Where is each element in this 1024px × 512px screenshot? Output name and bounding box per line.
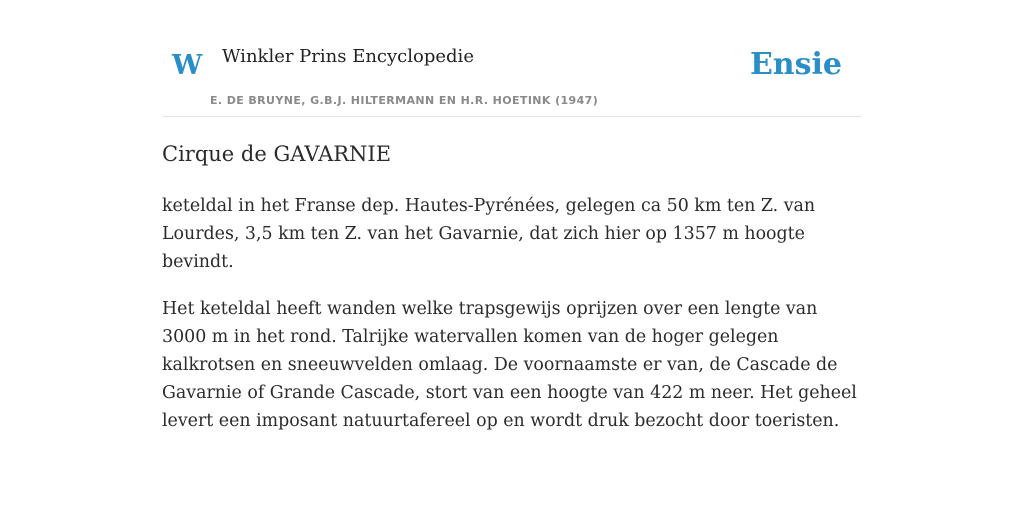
article-body xyxy=(162,192,862,454)
ensie-logo-link[interactable]: Ensie xyxy=(749,47,842,82)
article-paragraph: Het keteldal heeft wanden welke trapsgewijs oprijzen over een lengte van 3000 m in het rond. Talrijke watervallen komen van de hoger gelegen kalkrotsen en sneeuwvelden omlaag. De voornaamste er van, de Cascade de Gavarnie of Grande Cascade, stort van een hoogte van 422 m neer. Het geheel levert een imposant natuurtafereel op en wordt druk bezocht door toeristen. xyxy=(162,299,857,431)
winkler-prins-logo[interactable]: W xyxy=(172,50,203,81)
page xyxy=(162,0,862,512)
source-authors: E. DE BRUYNE, G.B.J. HILTERMANN EN H.R. HOETINK (1947) xyxy=(210,94,599,107)
article-paragraph: keteldal in het Franse dep. Hautes-Pyrénées, gelegen ca 50 km ten Z. van Lourdes, 3,5 km ten Z. van het Gavarnie, dat zich hier op 1357 m hoogte bevindt. xyxy=(162,196,816,272)
header xyxy=(162,0,862,117)
article-title: Cirque de GAVARNIE xyxy=(162,142,392,166)
source-title: Winkler Prins Encyclopedie xyxy=(222,46,474,67)
